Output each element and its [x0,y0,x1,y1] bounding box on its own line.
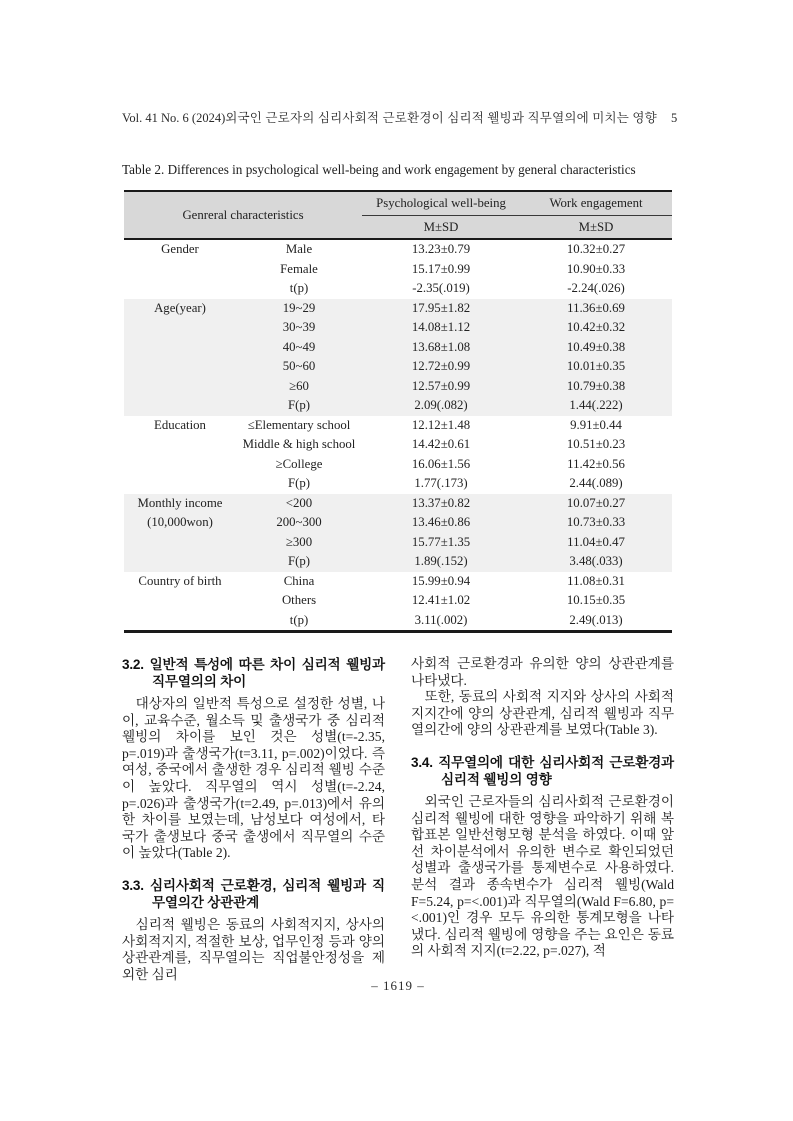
cell-we-value: 2.49(.013) [520,611,672,632]
table-row [124,318,672,338]
cell-characteristic: Education [124,416,236,436]
page-number-bottom: – 1619 – [371,978,425,993]
table-row [124,279,672,299]
table-row [124,552,672,572]
cell-category: ≥300 [236,533,362,553]
body-paragraph: 사회적 근로환경과 유의한 양의 상관관계를 나타냈다. [411,656,674,688]
cell-we-value: 11.08±0.31 [520,572,672,592]
cell-pwb-value: 13.68±1.08 [362,338,520,358]
cell-pwb-value: 14.08±1.12 [362,318,520,338]
table-row [124,239,672,260]
cell-we-value: 10.73±0.33 [520,513,672,533]
cell-characteristic [124,533,236,553]
cell-pwb-value: 14.42±0.61 [362,435,520,455]
cell-characteristic: Gender [124,239,236,260]
cell-characteristic [124,552,236,572]
cell-characteristic: Country of birth [124,572,236,592]
cell-characteristic [124,260,236,280]
table-row [124,338,672,358]
page-header [122,108,678,126]
table-row [124,533,672,553]
cell-we-value: 10.90±0.33 [520,260,672,280]
cell-pwb-value: 12.12±1.48 [362,416,520,436]
cell-we-value: 1.44(.222) [520,396,672,416]
cell-pwb-value: 1.77(.173) [362,474,520,494]
cell-we-value: -2.24(.026) [520,279,672,299]
cell-category: F(p) [236,396,362,416]
cell-category: ≥College [236,455,362,475]
table-row [124,299,672,319]
cell-category: <200 [236,494,362,514]
subheader-msd-we: M±SD [520,215,672,239]
cell-characteristic [124,474,236,494]
table-row [124,377,672,397]
table-row [124,513,672,533]
cell-characteristic [124,338,236,358]
cell-characteristic [124,455,236,475]
body-paragraph: 대상자의 일반적 특성으로 설정한 성별, 나이, 교육수준, 월소득 및 출생국가 중 심리적 웰빙의 차이를 보인 것은 성별(t=-2.35, p=.019)과 출생국가(t=3.11, p=.002)이었다. 즉 여성, 중국에서 출생한 경우 심리적 웰빙 수준이 높았다. 직무열의 역시 성별(t=-2.24, p=.026)과 출생국가(t=2.49, p=.013)에서 유의한 차이를 보였는데, 남성보다 여성에서, 타 국가 출생보다 중국 출생에서 직무열의 수준이 높았다(Table 2). [122,696,385,861]
text-column-right [411,656,674,983]
cell-category: ≤Elementary school [236,416,362,436]
cell-category: 50~60 [236,357,362,377]
cell-category: t(p) [236,279,362,299]
cell-characteristic [124,377,236,397]
cell-category: ≥60 [236,377,362,397]
cell-pwb-value: 12.57±0.99 [362,377,520,397]
body-text-columns [122,656,674,983]
running-head-right [225,108,677,126]
cell-we-value: 11.36±0.69 [520,299,672,319]
cell-characteristic [124,318,236,338]
cell-pwb-value: 1.89(.152) [362,552,520,572]
table-row [124,435,672,455]
cell-pwb-value: 13.23±0.79 [362,239,520,260]
body-paragraph: 심리적 웰빙은 동료의 사회적지지, 상사의 사회적지지, 적절한 보상, 업무인정 등과 양의 상관관계를, 직무열의는 직업불안정성을 제외한 심리 [122,916,385,982]
cell-pwb-value: 13.46±0.86 [362,513,520,533]
body-paragraph: 또한, 동료의 사회적 지지와 상사의 사회적 지지간에 양의 상관관계, 심리적 웰빙과 직무열의간에 양의 상관관계를 보였다(Table 3). [411,689,674,738]
section-heading: 3.4. 직무열의에 대한 심리사회적 근로환경과 심리적 웰빙의 영향 [411,754,674,787]
cell-category: Male [236,239,362,260]
cell-characteristic [124,279,236,299]
cell-category: t(p) [236,611,362,632]
cell-pwb-value: 15.77±1.35 [362,533,520,553]
cell-characteristic: Monthly income [124,494,236,514]
cell-we-value: 10.49±0.38 [520,338,672,358]
body-paragraph: 외국인 근로자들의 심리사회적 근로환경이 심리적 웰빙에 대한 영향을 파악하기 위해 복합표본 일반선형모형 분석을 하였다. 이때 앞선 차이분석에서 유의한 변수로 확인되었던 성별과 출생국가를 통제변수로 사용하였다. 분석 결과 종속변수가 심리적 웰빙(Wald F=5.24, p=<.001)과 직무열의(Wald F=6.80, p=<.001)인 경우 모두 유의한 통계모형을 나타냈다. 심리적 웰빙에 영향을 주는 요인은 동료의 사회적 지지(t=2.22, p=.027), 적 [411,793,674,959]
cell-category: 200~300 [236,513,362,533]
cell-pwb-value: 2.09(.082) [362,396,520,416]
table-head [124,191,672,239]
journal-volume: Vol. 41 No. 6 (2024) [122,111,226,125]
cell-we-value: 10.15±0.35 [520,591,672,611]
cell-we-value: 9.91±0.44 [520,416,672,436]
table-row [124,494,672,514]
text-column-left [122,656,385,983]
cell-we-value: 10.32±0.27 [520,239,672,260]
running-title: 외국인 근로자의 심리사회적 근로환경이 심리적 웰빙과 직무열의에 미치는 영향 [225,111,657,125]
table-row [124,416,672,436]
cell-characteristic [124,611,236,632]
cell-characteristic: (10,000won) [124,513,236,533]
page-number-top: 5 [670,111,678,125]
cell-we-value: 11.04±0.47 [520,533,672,553]
cell-category: Middle & high school [236,435,362,455]
cell-pwb-value: 15.99±0.94 [362,572,520,592]
table-row [124,611,672,632]
cell-we-value: 10.07±0.27 [520,494,672,514]
cell-we-value: 2.44(.089) [520,474,672,494]
section-heading: 3.3. 심리사회적 근로환경, 심리적 웰빙과 직무열의간 상관관계 [122,877,385,910]
cell-we-value: 3.48(.033) [520,552,672,572]
table-body [124,239,672,632]
cell-pwb-value: 13.37±0.82 [362,494,520,514]
cell-category: F(p) [236,474,362,494]
table-caption: Table 2. Differences in psychological well-being and work engagement by general characteristics [122,162,636,177]
cell-category: 30~39 [236,318,362,338]
table-row [124,474,672,494]
cell-pwb-value: 12.41±1.02 [362,591,520,611]
cell-category: 40~49 [236,338,362,358]
header-work-engagement: Work engagement [520,191,672,215]
table-row [124,455,672,475]
cell-characteristic [124,396,236,416]
cell-pwb-value: 15.17±0.99 [362,260,520,280]
table-header-row-1 [124,191,672,215]
cell-pwb-value: 16.06±1.56 [362,455,520,475]
section-heading: 3.2. 일반적 특성에 따른 차이 심리적 웰빙과 직무열의의 차이 [122,657,385,689]
cell-we-value: 10.42±0.32 [520,318,672,338]
cell-we-value: 10.01±0.35 [520,357,672,377]
table-differences [124,190,672,633]
cell-pwb-value: 12.72±0.99 [362,357,520,377]
table-row [124,396,672,416]
cell-pwb-value: 3.11(.002) [362,611,520,632]
cell-pwb-value: 17.95±1.82 [362,299,520,319]
cell-category: Female [236,260,362,280]
cell-category: China [236,572,362,592]
table-row [124,591,672,611]
cell-we-value: 10.51±0.23 [520,435,672,455]
header-psychological-wellbeing: Psychological well-being [362,191,520,215]
cell-pwb-value: -2.35(.019) [362,279,520,299]
table-row [124,260,672,280]
cell-we-value: 10.79±0.38 [520,377,672,397]
cell-category: 19~29 [236,299,362,319]
cell-characteristic [124,591,236,611]
table-row [124,572,672,592]
cell-characteristic [124,435,236,455]
cell-characteristic: Age(year) [124,299,236,319]
header-general-characteristics: Genreral characteristics [124,191,362,239]
cell-we-value: 11.42±0.56 [520,455,672,475]
cell-characteristic [124,357,236,377]
table-row [124,357,672,377]
cell-category: Others [236,591,362,611]
cell-category: F(p) [236,552,362,572]
subheader-msd-pwb: M±SD [362,215,520,239]
